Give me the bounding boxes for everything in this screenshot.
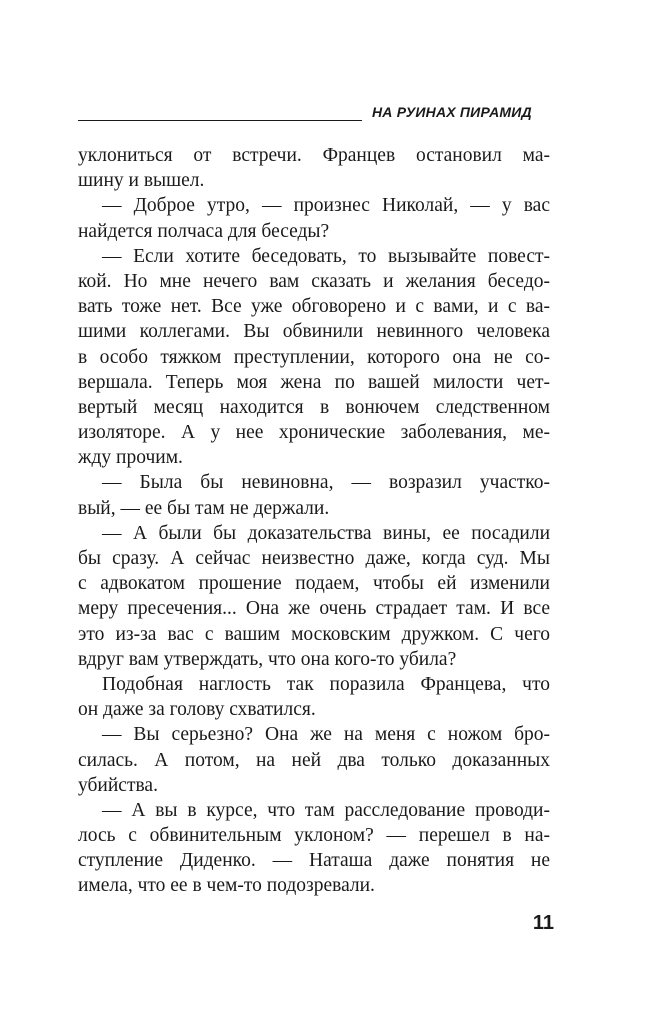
- body-text: [78, 143, 550, 899]
- text-line: вершала. Теперь моя жена по вашей милости чет-: [78, 371, 550, 393]
- text-line: с адвокатом прошение подаем, чтобы ей изменили: [78, 573, 550, 595]
- page-number: 11: [532, 912, 554, 934]
- text-line: найдется полчаса для беседы?: [78, 220, 330, 242]
- text-line: — Доброе утро, — произнес Николай, — у вас: [102, 195, 550, 217]
- text-line: вый, — ее бы там не держали.: [78, 497, 330, 519]
- text-line: уклониться от встречи. Францев остановил ма-: [78, 145, 550, 166]
- text-line: бы сразу. А сейчас неизвестно даже, когда суд. Мы: [78, 548, 550, 569]
- text-line: — Вы серьезно? Она же на меня с ножом бро-: [102, 724, 550, 746]
- text-line: вертый месяц находится в вонючем следственном: [78, 396, 550, 418]
- text-line: силась. А потом, на ней два только доказанных: [78, 749, 550, 771]
- text-line: вдруг вам утверждать, что она кого-то убила?: [78, 648, 457, 670]
- text-line: шину и вышел.: [78, 170, 205, 192]
- text-line: лось с обвинительным уклоном? — перешел в на-: [78, 825, 550, 847]
- running-title: НА РУИНАХ ПИРАМИД: [372, 104, 532, 120]
- text-line: это из-за вас с вашим московским дружком. С чего: [78, 623, 550, 645]
- header-rule: [78, 120, 362, 121]
- text-line: имела, что ее в чем-то подозревали.: [78, 875, 375, 897]
- text-line: меру пресечения... Она же очень страдает там. И все: [78, 598, 550, 620]
- text-line: ступление Диденко. — Наташа даже понятия не: [78, 850, 550, 872]
- text-line: он даже за голову схватился.: [78, 699, 316, 721]
- text-line: изоляторе. А у нее хронические заболевания, ме-: [78, 422, 550, 444]
- text-line: — Если хотите беседовать, то вызывайте повест-: [102, 245, 550, 267]
- text-line: — А были бы доказательства вины, ее посадили: [102, 522, 550, 544]
- text-line: вать тоже нет. Все уже обговорено и с вами, и с ва-: [78, 296, 550, 318]
- text-line: Подобная наглость так поразила Францева, что: [102, 673, 550, 695]
- text-line: — Была бы невиновна, — возразил участко-: [102, 472, 550, 494]
- text-line: шими коллегами. Вы обвинили невинного человека: [78, 321, 550, 343]
- text-line: в особо тяжком преступлении, которого она не со-: [78, 346, 550, 368]
- text-line: убийства.: [78, 774, 158, 796]
- text-line: — А вы в курсе, что там расследование проводи-: [102, 799, 550, 821]
- text-line: кой. Но мне нечего вам сказать и желания беседо-: [78, 270, 550, 292]
- text-line: жду прочим.: [78, 447, 183, 469]
